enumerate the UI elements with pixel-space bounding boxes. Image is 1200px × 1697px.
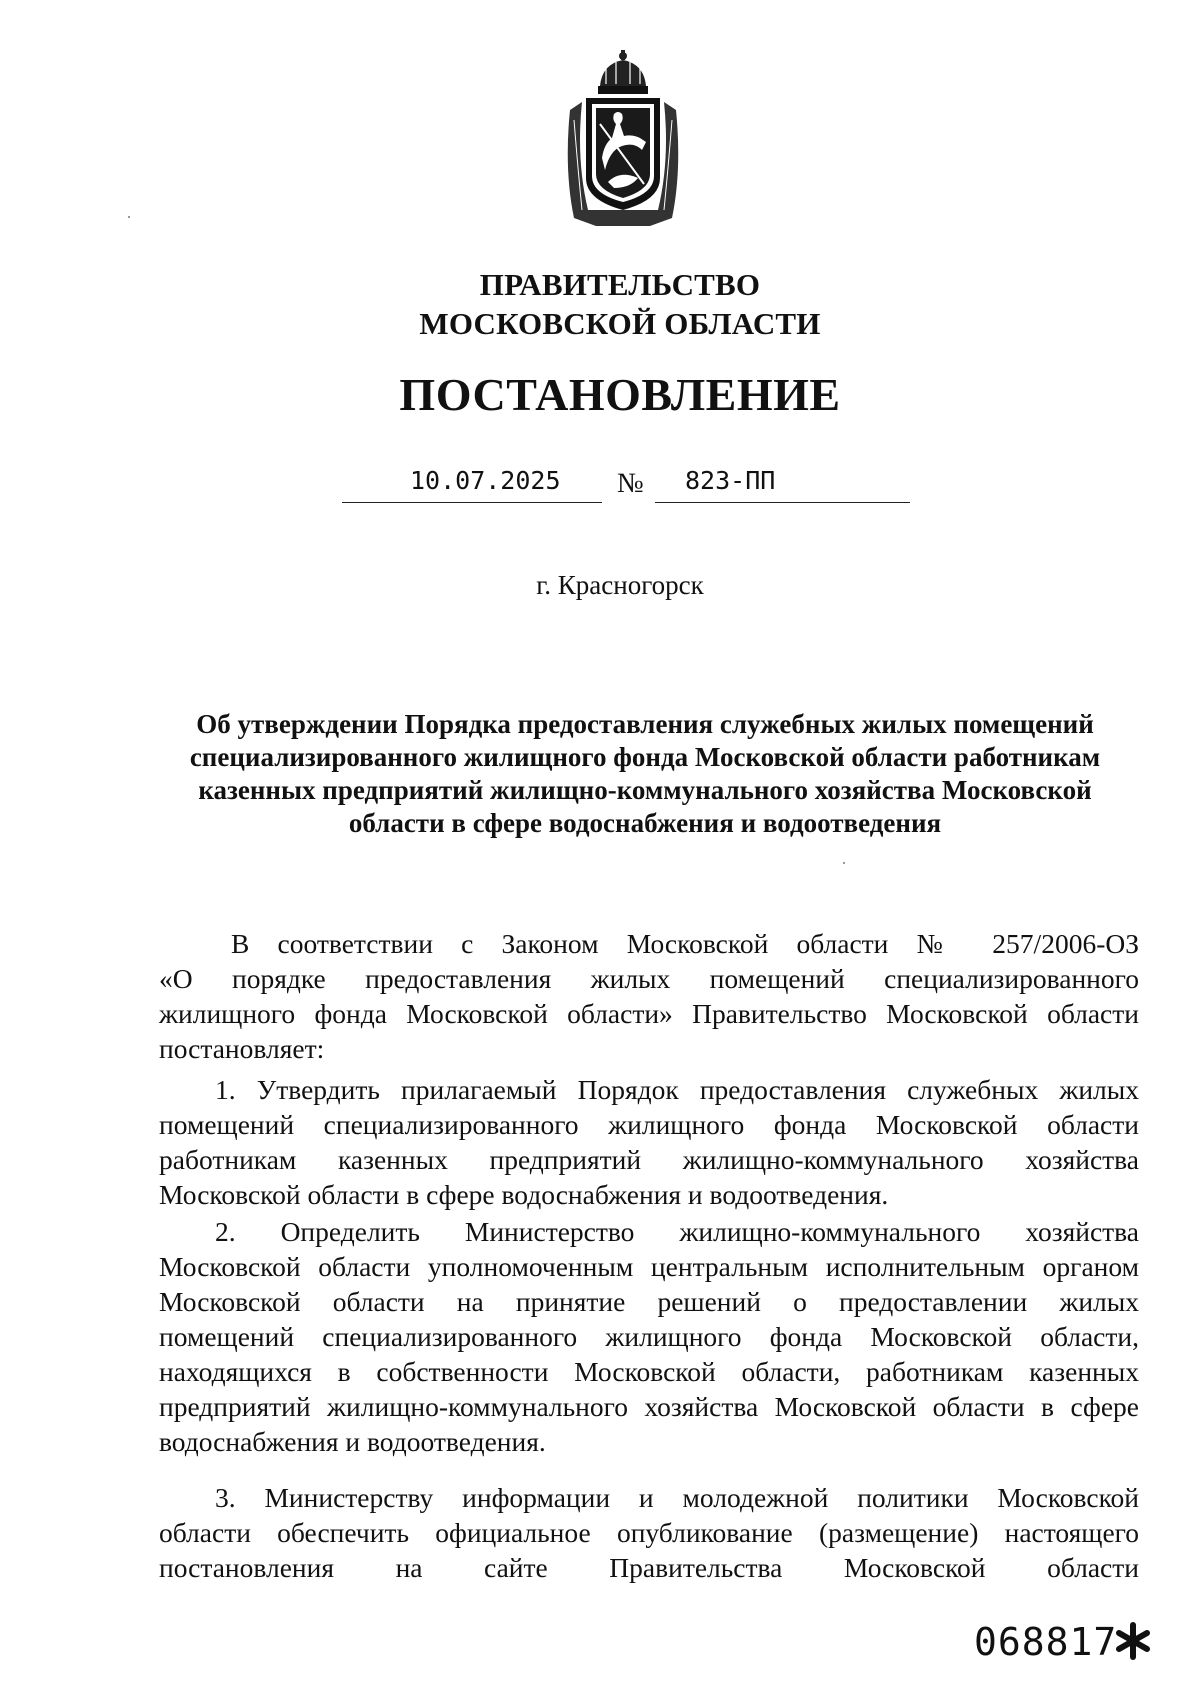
government-name-line-1: ПРАВИТЕЛЬСТВО <box>479 267 761 302</box>
title-line: области в сфере водоснабжения и водоотведения <box>348 808 942 838</box>
number-field <box>655 466 910 503</box>
issue-city: г. Красногорск <box>536 570 704 600</box>
form-serial-number: 068817 <box>974 1620 1118 1664</box>
clause-1 <box>159 1072 1139 1212</box>
clause-line: Московской области в сфере водоснабжения и водоотведения. <box>159 1179 889 1210</box>
clause-line: помещений специализированного жилищного фонда Московской области <box>159 1109 1139 1140</box>
title-line: специализированного жилищного фонда Московской области работникам <box>189 742 1101 772</box>
title-line: Об утверждении Порядка предоставления служебных жилых помещений <box>196 709 1094 739</box>
clause-line: 3. Министерству информации и молодежной политики Московской <box>215 1482 1139 1513</box>
coat-of-arms-icon <box>560 50 686 226</box>
document-date: 10.07.2025 <box>410 466 561 495</box>
preamble <box>159 926 1139 1066</box>
number-sign: № <box>617 468 644 499</box>
date-field <box>342 466 602 503</box>
preamble-line: В соответствии с Законом Московской области № 257/2006-ОЗ <box>231 928 1139 959</box>
clause-line: работникам казенных предприятий жилищно-коммунального хозяйства <box>159 1144 1139 1175</box>
document-type-heading: ПОСТАНОВЛЕНИЕ <box>399 369 841 420</box>
preamble-line: «О порядке предоставления жилых помещений специализированного <box>159 963 1139 994</box>
scan-speck <box>128 216 130 218</box>
clause-line: постановления на сайте Правительства Московской области <box>159 1552 1139 1583</box>
scan-speck <box>843 862 845 864</box>
clause-3 <box>159 1480 1139 1585</box>
clause-line: области обеспечить официальное опубликование (размещение) настоящего <box>159 1517 1139 1548</box>
clause-line: Московской области уполномоченным центральным исполнительным органом <box>159 1251 1139 1282</box>
clause-2 <box>159 1214 1139 1459</box>
preamble-line: жилищного фонда Московской области» Правительство Московской области <box>159 998 1139 1029</box>
preamble-line: постановляет: <box>159 1033 325 1064</box>
clause-line: 1. Утвердить прилагаемый Порядок предоставления служебных жилых <box>215 1074 1139 1105</box>
asterisk-icon <box>1115 1621 1151 1661</box>
clause-line: 2. Определить Министерство жилищно-коммунального хозяйства <box>215 1216 1139 1247</box>
clause-line: водоснабжения и водоотведения. <box>159 1426 546 1457</box>
document-number: 823-ПП <box>685 466 776 495</box>
clause-line: помещений специализированного жилищного фонда Московской области, <box>159 1321 1139 1352</box>
clause-line: находящихся в собственности Московской области, работникам казенных <box>159 1356 1139 1387</box>
government-name-line-2: МОСКОВСКОЙ ОБЛАСТИ <box>419 306 821 341</box>
clause-line: предприятий жилищно-коммунального хозяйства Московской области в сфере <box>159 1391 1139 1422</box>
clause-line: Московской области на принятие решений о предоставлении жилых <box>159 1286 1139 1317</box>
title-line: казенных предприятий жилищно-коммунального хозяйства Московской <box>198 775 1092 805</box>
document-title <box>150 708 1140 840</box>
